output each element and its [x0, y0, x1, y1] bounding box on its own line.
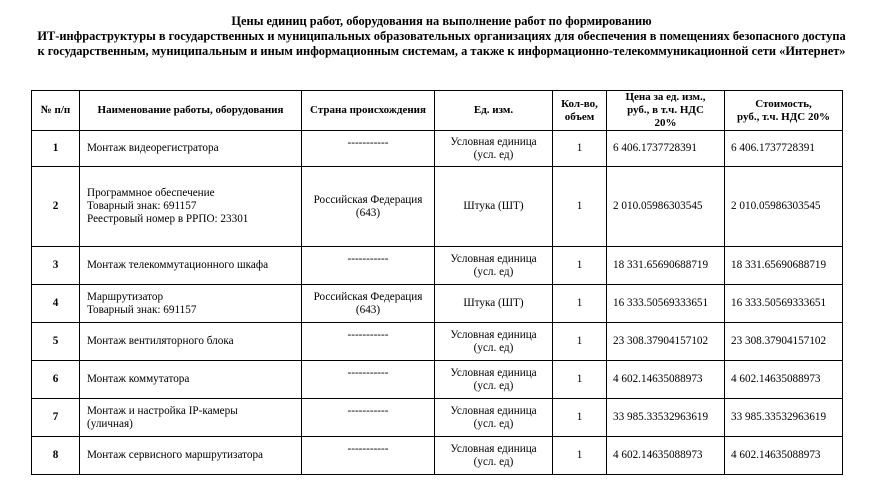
quantity: 1 [553, 437, 607, 475]
item-name [80, 361, 302, 399]
total-cost: 16 333.50569333651 [725, 285, 843, 323]
unit-of-measure [435, 399, 553, 437]
unit-line: (усл. ед) [473, 455, 514, 468]
quantity: 1 [553, 247, 607, 285]
country-of-origin [302, 167, 435, 247]
unit-line: Условная единица [450, 442, 537, 455]
country-of-origin [302, 247, 435, 285]
country-line: ----------- [347, 367, 389, 379]
price-table [31, 90, 843, 475]
quantity: 1 [553, 167, 607, 247]
item-name [80, 285, 302, 323]
table-row [32, 285, 843, 323]
header-price-line-1: Цена за ед. изм., [625, 91, 706, 103]
quantity: 1 [553, 323, 607, 361]
unit-price: 33 985.33532963619 [607, 399, 725, 437]
unit-line: Условная единица [450, 135, 537, 148]
row-number: 4 [32, 285, 80, 323]
unit-price: 4 602.14635088973 [607, 437, 725, 475]
country-line: ----------- [347, 405, 389, 417]
country-of-origin [302, 361, 435, 399]
item-name [80, 437, 302, 475]
item-name-line: Монтаж сервисного маршрутизатора [87, 449, 264, 461]
unit-line: (усл. ед) [473, 265, 514, 278]
item-name [80, 167, 302, 247]
header-unit: Ед. изм. [435, 91, 553, 131]
unit-price: 4 602.14635088973 [607, 361, 725, 399]
country-line: Российская Федерация [313, 290, 423, 303]
item-name-line: Маршрутизатор [87, 290, 164, 303]
header-price-line-2: руб., в т.ч. НДС [627, 104, 704, 116]
unit-of-measure [435, 323, 553, 361]
table-row [32, 131, 843, 167]
item-name [80, 323, 302, 361]
unit-of-measure [435, 437, 553, 475]
unit-price: 16 333.50569333651 [607, 285, 725, 323]
unit-line: (усл. ед) [473, 417, 514, 430]
quantity: 1 [553, 131, 607, 167]
item-name-line: Монтаж коммутатора [87, 373, 190, 385]
item-name-line: Программное обеспечение [87, 187, 215, 199]
item-name-line: Монтаж и настройка IP-камеры [87, 404, 238, 417]
quantity: 1 [553, 285, 607, 323]
header-price [607, 91, 725, 131]
country-line: ----------- [347, 253, 389, 265]
header-qty-line-1: Кол-во, [561, 97, 598, 110]
unit-of-measure [435, 131, 553, 167]
total-cost: 23 308.37904157102 [725, 323, 843, 361]
unit-of-measure [435, 167, 553, 247]
table-header-row [32, 91, 843, 131]
item-name-line: (уличная) [87, 417, 133, 430]
unit-price: 23 308.37904157102 [607, 323, 725, 361]
item-name-line: Монтаж вентиляторного блока [87, 335, 234, 347]
unit-line: (усл. ед) [473, 148, 514, 161]
header-qty [553, 91, 607, 131]
item-name [80, 131, 302, 167]
unit-price: 18 331.65690688719 [607, 247, 725, 285]
unit-line: (усл. ед) [473, 341, 514, 354]
country-of-origin [302, 285, 435, 323]
unit-line: Штука (ШТ) [463, 200, 524, 212]
total-cost: 4 602.14635088973 [725, 361, 843, 399]
country-line: (643) [355, 303, 381, 316]
table-body [32, 131, 843, 475]
country-line: (643) [355, 206, 381, 219]
item-name-line: Товарный знак: 691157 [87, 200, 197, 212]
unit-of-measure [435, 247, 553, 285]
quantity: 1 [553, 361, 607, 399]
item-name [80, 399, 302, 437]
country-of-origin [302, 323, 435, 361]
total-cost: 4 602.14635088973 [725, 437, 843, 475]
quantity: 1 [553, 399, 607, 437]
unit-of-measure [435, 361, 553, 399]
item-name-line: Товарный знак: 691157 [87, 303, 197, 316]
total-cost: 18 331.65690688719 [725, 247, 843, 285]
row-number: 7 [32, 399, 80, 437]
header-cost [725, 91, 843, 131]
country-line: ----------- [347, 137, 389, 149]
unit-line: Условная единица [450, 328, 537, 341]
unit-line: Условная единица [450, 404, 537, 417]
table-row [32, 247, 843, 285]
header-cost-line-2: руб., т.ч. НДС 20% [737, 110, 830, 123]
country-line: Российская Федерация [313, 193, 423, 206]
header-country: Страна происхождения [302, 91, 435, 131]
header-cost-line-1: Стоимость, [755, 97, 812, 110]
country-line: ----------- [347, 329, 389, 341]
unit-line: Условная единица [450, 366, 537, 379]
title-line-3: к государственным, муниципальным и иным информационным системам, а также к информационно-телекоммуникационной сети «Интернет» [37, 44, 846, 58]
row-number: 1 [32, 131, 80, 167]
header-num: № п/п [32, 91, 80, 131]
unit-price: 2 010.05986303545 [607, 167, 725, 247]
item-name-line: Реестровый номер в РРПО: 23301 [87, 213, 249, 225]
row-number: 2 [32, 167, 80, 247]
header-price-line-3: 20% [654, 117, 677, 129]
title-line-2: ИТ-инфраструктуры в государственных и муниципальных образовательных организациях для обеспечения в помещениях безопасного доступа [37, 29, 846, 43]
document-title [0, 14, 883, 59]
row-number: 5 [32, 323, 80, 361]
table-row [32, 361, 843, 399]
item-name-line: Монтаж видеорегистратора [87, 142, 219, 154]
country-of-origin [302, 399, 435, 437]
header-name: Наименование работы, оборудования [80, 91, 302, 131]
table-row [32, 323, 843, 361]
title-line-1: Цены единиц работ, оборудования на выполнение работ по формированию [231, 14, 652, 28]
unit-line: Условная единица [450, 252, 537, 265]
table-row [32, 437, 843, 475]
row-number: 3 [32, 247, 80, 285]
unit-price: 6 406.1737728391 [607, 131, 725, 167]
header-qty-line-2: объем [564, 110, 595, 123]
unit-of-measure [435, 285, 553, 323]
table-row [32, 399, 843, 437]
row-number: 6 [32, 361, 80, 399]
table-row [32, 167, 843, 247]
row-number: 8 [32, 437, 80, 475]
country-of-origin [302, 437, 435, 475]
item-name-line: Монтаж телекоммутационного шкафа [87, 259, 269, 271]
total-cost: 6 406.1737728391 [725, 131, 843, 167]
unit-line: (усл. ед) [473, 379, 514, 392]
country-line: ----------- [347, 443, 389, 455]
item-name [80, 247, 302, 285]
total-cost: 2 010.05986303545 [725, 167, 843, 247]
total-cost: 33 985.33532963619 [725, 399, 843, 437]
country-of-origin [302, 131, 435, 167]
unit-line: Штука (ШТ) [463, 297, 524, 309]
